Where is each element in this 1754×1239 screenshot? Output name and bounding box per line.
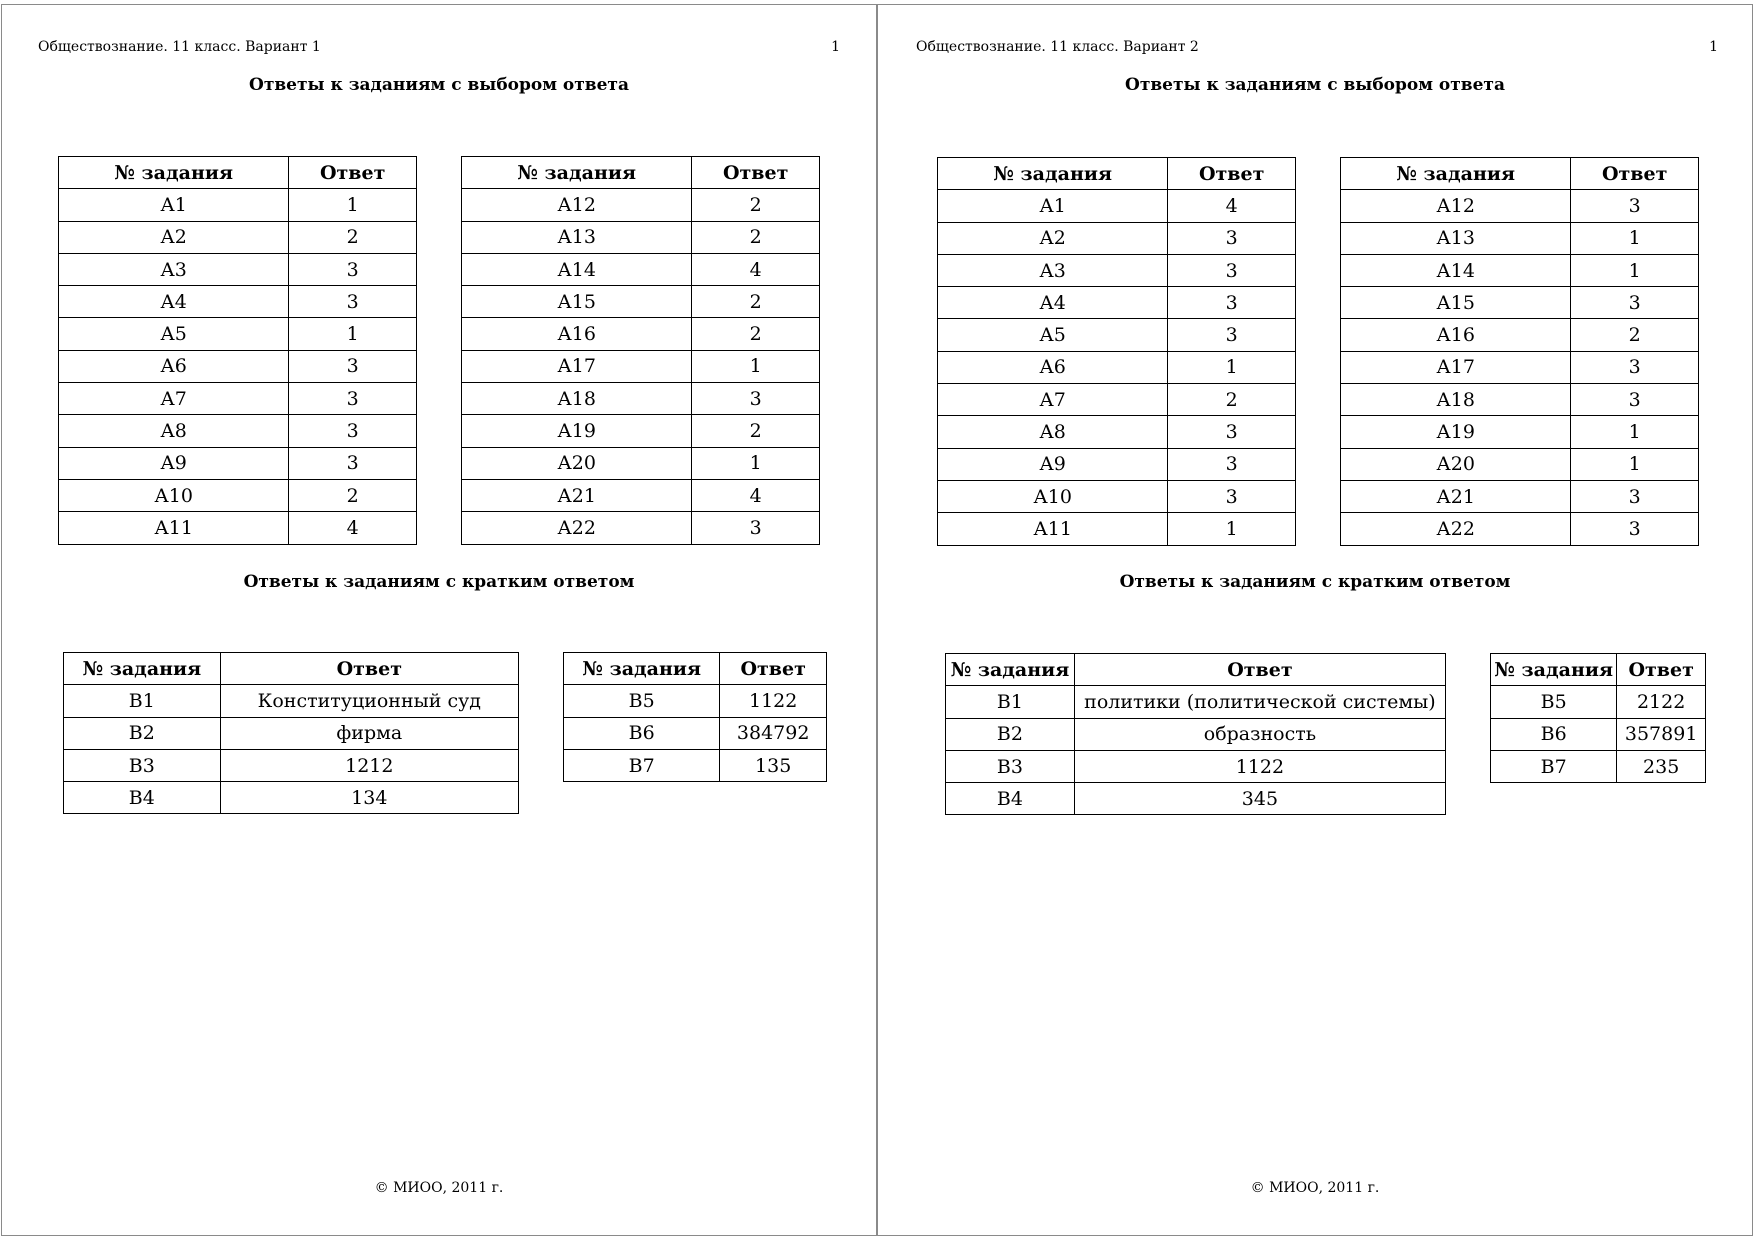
table-header-row [938,158,1296,190]
task-number-cell: В4 [64,782,221,814]
table-row [462,318,820,350]
table-row [59,479,417,511]
table-row [59,383,417,415]
answer-cell: 3 [692,512,820,544]
table-header-row [1491,654,1706,686]
table-row [1491,686,1706,718]
task-number-cell: А21 [462,479,692,511]
task-number-cell: А22 [462,512,692,544]
answer-cell: 1122 [720,685,827,717]
task-number-cell: А5 [59,318,289,350]
table-row [462,479,820,511]
task-number-cell: А2 [59,221,289,253]
table-header-row [1341,158,1699,190]
table-row [938,287,1296,319]
mc-answers-table-right [461,156,820,545]
task-number-cell: А7 [938,384,1168,416]
page-header-title: Обществознание. 11 класс. Вариант 2 [916,39,1199,55]
answer-cell: 3 [1571,384,1699,416]
answer-cell: 3 [1168,416,1296,448]
task-number-cell: А1 [59,189,289,221]
table-row [1341,319,1699,351]
answer-cell: 4 [692,479,820,511]
table-row [1341,351,1699,383]
answer-cell: 3 [289,415,417,447]
answer-cell: 4 [289,512,417,544]
answer-cell: 2 [692,286,820,318]
answer-cell: 3 [1571,190,1699,222]
table-row [59,447,417,479]
table-row [59,318,417,350]
answer-cell: 1 [692,350,820,382]
table-row [462,512,820,544]
answer-cell: 2 [692,221,820,253]
task-number-cell: А14 [1341,254,1571,286]
task-number-cell: А17 [462,350,692,382]
answer-cell: 3 [1168,319,1296,351]
answer-cell: 3 [1168,254,1296,286]
answer-cell: 3 [1571,287,1699,319]
task-number-cell: А5 [938,319,1168,351]
answer-cell: образность [1074,718,1445,750]
short-answer-heading: Ответы к заданиям с кратким ответом [1119,572,1511,592]
table-header-row [564,653,827,685]
answer-cell: 3 [1571,351,1699,383]
answer-cell: 2 [1571,319,1699,351]
table-row [938,222,1296,254]
table-row [938,480,1296,512]
task-number-cell: А2 [938,222,1168,254]
task-number-cell: А20 [462,447,692,479]
answer-cell: 345 [1074,783,1445,815]
task-number-cell: В2 [64,717,221,749]
task-number-cell: А6 [938,351,1168,383]
column-header-answer: Ответ [289,157,417,189]
table-header-row [64,653,519,685]
task-number-cell: А22 [1341,513,1571,545]
task-number-cell: А12 [462,189,692,221]
table-row [1341,448,1699,480]
task-number-cell: А9 [938,448,1168,480]
column-header-answer: Ответ [1571,158,1699,190]
table-row [462,447,820,479]
answer-cell: 4 [692,253,820,285]
task-number-cell: А21 [1341,480,1571,512]
task-number-cell: А20 [1341,448,1571,480]
answer-cell: Конституционный суд [220,685,518,717]
column-header-answer: Ответ [220,653,518,685]
table-row [462,253,820,285]
task-number-cell: А12 [1341,190,1571,222]
short-answers-table-right [563,652,827,782]
column-header-task: № задания [1491,654,1617,686]
table-row [462,350,820,382]
task-number-cell: В6 [564,717,720,749]
table-row [1341,190,1699,222]
table-row [462,383,820,415]
answer-cell: 134 [220,782,518,814]
table-row [1341,416,1699,448]
answer-cell: 1212 [220,749,518,781]
table-row [1341,384,1699,416]
answer-cell: 1 [289,189,417,221]
table-row [59,286,417,318]
task-number-cell: А11 [59,512,289,544]
table-header-row [462,157,820,189]
answer-cell: 1 [1571,254,1699,286]
answer-cell: 384792 [720,717,827,749]
table-row [59,350,417,382]
table-row [946,783,1446,815]
copyright-footer: © МИОО, 2011 г. [1250,1180,1380,1196]
page-variant-1 [1,4,877,1236]
table-header-row [59,157,417,189]
page-number: 1 [1709,39,1718,55]
table-row [564,685,827,717]
task-number-cell: А10 [938,480,1168,512]
task-number-cell: А10 [59,479,289,511]
short-answer-heading: Ответы к заданиям с кратким ответом [243,572,635,592]
task-number-cell: А15 [462,286,692,318]
table-row [564,717,827,749]
page-variant-2 [877,4,1753,1236]
task-number-cell: А13 [462,221,692,253]
table-row [64,685,519,717]
answer-cell: 1 [1168,351,1296,383]
table-row [1341,287,1699,319]
column-header-answer: Ответ [720,653,827,685]
table-header-row [946,654,1446,686]
answer-cell: 2 [289,221,417,253]
task-number-cell: В5 [1491,686,1617,718]
column-header-task: № задания [59,157,289,189]
table-row [59,415,417,447]
task-number-cell: А3 [59,253,289,285]
table-row [938,448,1296,480]
answer-cell: 3 [289,350,417,382]
table-row [946,750,1446,782]
task-number-cell: А17 [1341,351,1571,383]
table-row [938,254,1296,286]
table-row [462,221,820,253]
answer-cell: 3 [1168,222,1296,254]
task-number-cell: А15 [1341,287,1571,319]
task-number-cell: В1 [946,686,1075,718]
answer-cell: 3 [289,447,417,479]
table-row [59,253,417,285]
answer-cell: 235 [1617,750,1706,782]
task-number-cell: В2 [946,718,1075,750]
task-number-cell: А11 [938,513,1168,545]
task-number-cell: А4 [938,287,1168,319]
table-row [938,351,1296,383]
table-row [59,189,417,221]
mc-answers-table-left [937,157,1296,546]
column-header-task: № задания [946,654,1075,686]
task-number-cell: А13 [1341,222,1571,254]
answer-cell: 1 [692,447,820,479]
answer-cell: 357891 [1617,718,1706,750]
table-row [462,189,820,221]
task-number-cell: А18 [1341,384,1571,416]
answer-cell: 3 [1571,480,1699,512]
multiple-choice-heading: Ответы к заданиям с выбором ответа [249,75,629,95]
table-row [64,717,519,749]
answer-cell: фирма [220,717,518,749]
task-number-cell: А9 [59,447,289,479]
answer-cell: 3 [1168,448,1296,480]
answer-cell: 3 [1168,480,1296,512]
task-number-cell: А19 [1341,416,1571,448]
answer-cell: 1 [1571,448,1699,480]
task-number-cell: В7 [564,749,720,781]
page-number: 1 [831,39,840,55]
answer-cell: 2 [692,318,820,350]
task-number-cell: В5 [564,685,720,717]
table-row [462,286,820,318]
answer-cell: 2 [1168,384,1296,416]
table-row [946,718,1446,750]
page-header-title: Обществознание. 11 класс. Вариант 1 [38,39,321,55]
column-header-task: № задания [1341,158,1571,190]
answer-cell: 2 [692,415,820,447]
answer-cell: 1 [1571,416,1699,448]
task-number-cell: А16 [1341,319,1571,351]
mc-answers-table-right [1340,157,1699,546]
answer-cell: 2 [692,189,820,221]
task-number-cell: А18 [462,383,692,415]
copyright-footer: © МИОО, 2011 г. [374,1180,504,1196]
column-header-answer: Ответ [1617,654,1706,686]
task-number-cell: А3 [938,254,1168,286]
column-header-task: № задания [564,653,720,685]
answer-cell: 3 [1571,513,1699,545]
table-row [1341,254,1699,286]
table-row [64,782,519,814]
task-number-cell: А7 [59,383,289,415]
column-header-answer: Ответ [1074,654,1445,686]
table-row [1491,750,1706,782]
table-row [946,686,1446,718]
answer-cell: 2122 [1617,686,1706,718]
task-number-cell: А8 [938,416,1168,448]
answer-cell: 1122 [1074,750,1445,782]
answer-cell: политики (политической системы) [1074,686,1445,718]
task-number-cell: В6 [1491,718,1617,750]
answer-cell: 3 [289,286,417,318]
answer-cell: 1 [1168,513,1296,545]
table-row [564,749,827,781]
table-row [938,319,1296,351]
task-number-cell: В4 [946,783,1075,815]
table-row [938,384,1296,416]
table-row [462,415,820,447]
table-row [59,512,417,544]
table-row [64,749,519,781]
column-header-task: № задания [462,157,692,189]
answer-cell: 3 [1168,287,1296,319]
table-row [1341,222,1699,254]
answer-cell: 3 [289,253,417,285]
column-header-task: № задания [64,653,221,685]
task-number-cell: В3 [64,749,221,781]
task-number-cell: А4 [59,286,289,318]
task-number-cell: А8 [59,415,289,447]
mc-answers-table-left [58,156,417,545]
table-row [1341,513,1699,545]
task-number-cell: А19 [462,415,692,447]
answer-cell: 2 [289,479,417,511]
multiple-choice-heading: Ответы к заданиям с выбором ответа [1125,75,1505,95]
task-number-cell: В1 [64,685,221,717]
task-number-cell: А16 [462,318,692,350]
table-row [938,416,1296,448]
short-answers-table-right [1490,653,1706,783]
task-number-cell: А14 [462,253,692,285]
answer-cell: 3 [289,383,417,415]
table-row [938,190,1296,222]
table-row [1491,718,1706,750]
answer-cell: 1 [289,318,417,350]
table-row [938,513,1296,545]
task-number-cell: А1 [938,190,1168,222]
short-answers-table-left [945,653,1446,815]
task-number-cell: В3 [946,750,1075,782]
column-header-task: № задания [938,158,1168,190]
answer-cell: 3 [692,383,820,415]
column-header-answer: Ответ [1168,158,1296,190]
task-number-cell: А6 [59,350,289,382]
answer-cell: 4 [1168,190,1296,222]
column-header-answer: Ответ [692,157,820,189]
answer-cell: 1 [1571,222,1699,254]
task-number-cell: В7 [1491,750,1617,782]
table-row [59,221,417,253]
table-row [1341,480,1699,512]
answer-cell: 135 [720,749,827,781]
short-answers-table-left [63,652,519,814]
